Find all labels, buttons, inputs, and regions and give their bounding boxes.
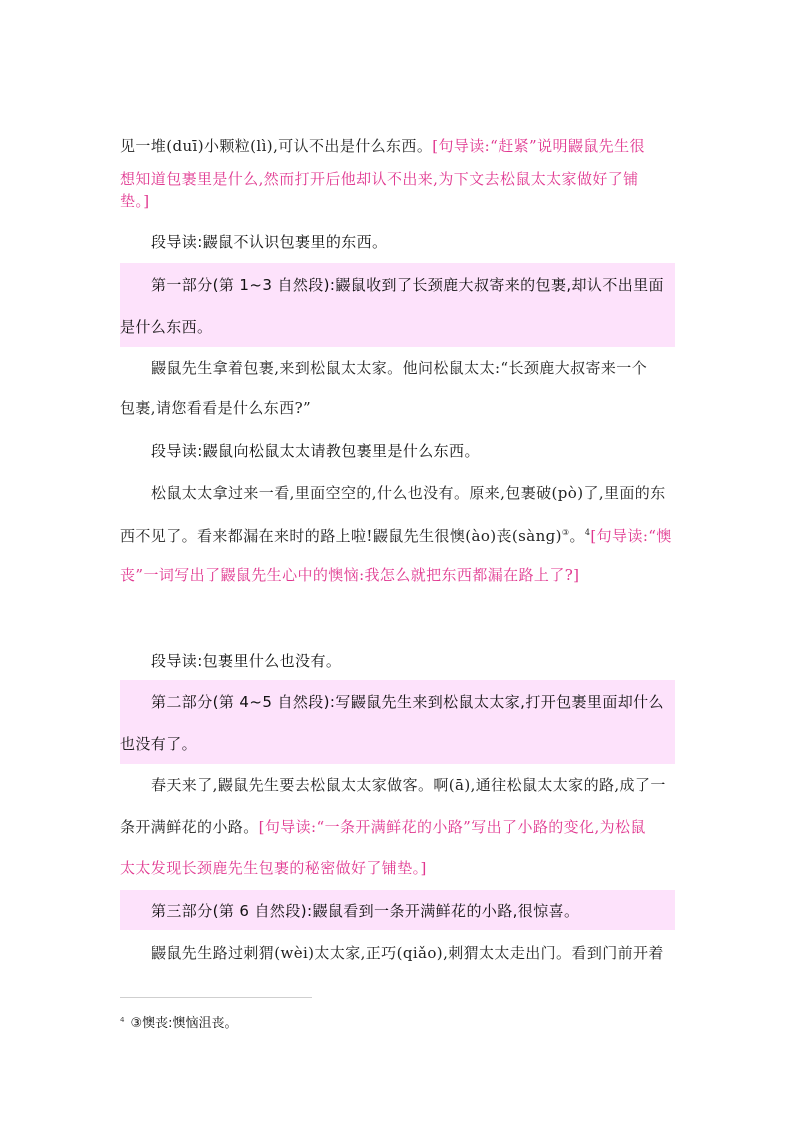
footnote-divider: [120, 997, 312, 998]
section-guide: 段导读:鼹鼠不认识包裹里的东西。: [151, 233, 388, 251]
footnote-text: ③懊丧:懊恼沮丧。: [130, 1016, 238, 1031]
sentence-guide-line: 太太发现长颈鹿先生包裹的秘密做好了铺垫。]: [120, 859, 427, 877]
section-guide: 段导读:鼹鼠向松鼠太太请教包裹里是什么东西。: [151, 442, 480, 460]
footnote: [120, 1011, 238, 1033]
part-summary-line: 第三部分(第 6 自然段):鼹鼠看到一条开满鲜花的小路,很惊喜。: [151, 902, 580, 920]
paragraph-line: 鼹鼠先生拿着包裹,来到松鼠太太家。他问松鼠太太:“长颈鹿大叔寄来一个: [151, 359, 648, 377]
part-summary-line: 第一部分(第 1~3 自然段):鼹鼠收到了长颈鹿大叔寄来的包裹,却认不出里面: [151, 276, 664, 294]
sentence-guide-line: 丧”一词写出了鼹鼠先生心中的懊恼:我怎么就把东西都漏在路上了?]: [120, 566, 580, 584]
footnote-number: 4: [120, 1016, 125, 1024]
paragraph-line: 松鼠太太拿过来一看,里面空空的,什么也没有。原来,包裹破(pò)了,里面的东: [151, 484, 666, 502]
body-text: 。: [569, 527, 585, 545]
footnote-ref: 4: [584, 528, 591, 537]
section-guide: 段导读:包裹里什么也没有。: [151, 652, 342, 670]
part-summary-line: 第二部分(第 4~5 自然段):写鼹鼠先生来到松鼠太太家,打开包裹里面却什么: [151, 693, 664, 711]
sentence-guide: [句导读:“懊: [590, 527, 672, 545]
paragraph-line: [120, 523, 675, 546]
footnote-marker: ③: [561, 528, 570, 537]
sentence-guide-line: 想知道包裹里是什么,然而打开后他却认不出来,为下文去松鼠太太家做好了铺: [120, 170, 639, 188]
sentence-guide-line: 垫。]: [120, 192, 150, 210]
paragraph-line: [120, 136, 675, 156]
paragraph-line: 鼹鼠先生路过刺猬(wèi)太太家,正巧(qiǎo),刺猬太太走出门。看到门前开着: [151, 944, 664, 962]
body-text: 条开满鲜花的小路。: [120, 818, 259, 836]
paragraph-line: 春天来了,鼹鼠先生要去松鼠太太家做客。啊(ā),通往松鼠太太家的路,成了一: [151, 776, 666, 794]
sentence-guide: [句导读:“赶紧”说明鼹鼠先生很: [432, 137, 645, 155]
part-summary-line: 也没有了。: [120, 735, 198, 753]
sentence-guide: [句导读:“一条开满鲜花的小路”写出了小路的变化,为松鼠: [258, 818, 646, 836]
body-text: 见一堆(duī)小颗粒(lì),可认不出是什么东西。: [120, 137, 433, 155]
paragraph-line: 包裹,请您看看是什么东西?”: [120, 399, 312, 417]
part-summary-line: 是什么东西。: [120, 318, 213, 336]
paragraph-line: [120, 817, 675, 837]
body-text: 西不见了。看来都漏在来时的路上啦!鼹鼠先生很懊(ào)丧(sànɡ): [120, 527, 562, 545]
